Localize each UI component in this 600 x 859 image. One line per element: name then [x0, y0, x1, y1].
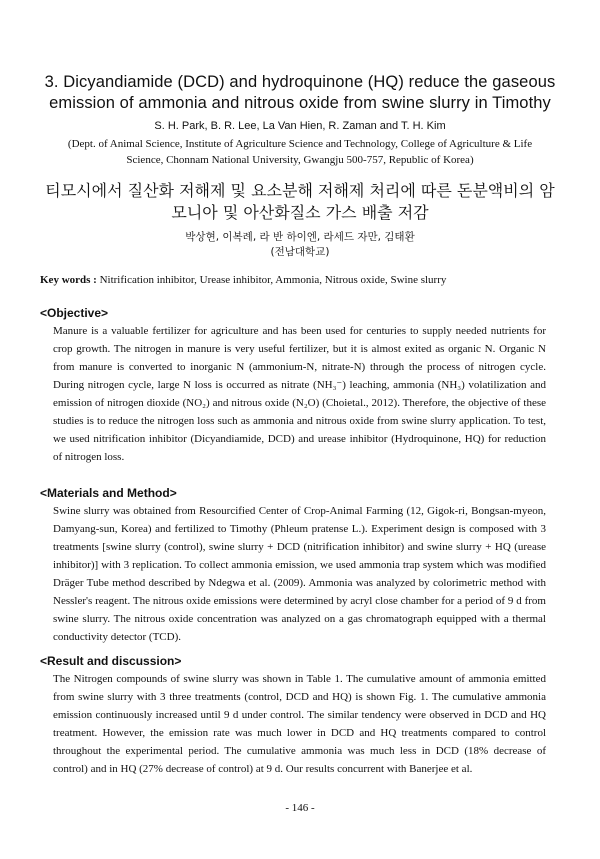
affiliation-korean: (전남대학교) [270, 246, 330, 258]
page-number: - 146 - [285, 802, 315, 814]
paper-title-korean: 티모시에서 질산화 저해제 및 요소분해 저해제 처리에 따른 돈분액비의 암모니아 및 아산화질소 가스 배출 저감 [45, 181, 555, 222]
methods-body: Swine slurry was obtained from Resourcified Center of Crop-Animal Farming (12, Gigok-ri, Bongsan-myeon, Damyang-sun, Korea) and fertilized to Timothy (Phleum pratense L.). Experiment design is composed with 3 treatments [swine slurry (control), swine slurry + DCD (nitrification inhibitor) and swine slurry + HQ (urease inhibitor)] with 3 replication. To collect ammonia emission, we used ammonia trap system which was modified Dräger Tube method described by Ndegwa et al. (2009). Ammonia was analyzed by colorimetric method with Nessler's reagent. The nitrous oxide emissions were determined by acryl close chamber for a period of 9 d from swine slurry. The nitrous oxide concentration was analyzed on a gas chromatograph equipped with a thermal conductivity detector (TCD). [53, 505, 546, 643]
results-heading: <Result and discussion> [40, 654, 182, 668]
keywords-label: Key words : [40, 274, 97, 286]
paper-title-english: 3. Dicyandiamide (DCD) and hydroquinone (HQ) reduce the gaseous emission of ammonia and nitrous oxide from swine slurry in Timothy [44, 73, 556, 112]
methods-heading: <Materials and Method> [40, 486, 177, 500]
authors-english: S. H. Park, B. R. Lee, La Van Hien, R. Zaman and T. H. Kim [154, 120, 446, 132]
objective-heading: <Objective> [40, 306, 109, 320]
keywords-line [40, 274, 560, 286]
authors-korean: 박상현, 이복례, 라 반 하이엔, 라세드 자만, 김태환 [185, 231, 415, 243]
results-body: The Nitrogen compounds of swine slurry was shown in Table 1. The cumulative amount of ammonia emitted from swine slurry with 3 three treatments (control, DCD and HQ) is shown Fig. 1. The cumulative ammonia emission continuously increased until 9 d under control. The similar tendency were observed in DCD and HQ treatment. However, the emission rate was much lower in DCD and HQ treatments compared to control throughout the experimental period. The cumulative ammonia was much less in DCD (18% decrease of control) and in HQ (27% decrease of control) at 9 d. Our results concurrent with Banerjee et al. [53, 673, 546, 775]
objective-body: Manure is a valuable fertilizer for agriculture and has been used for centuries to supply needed nutrients for crop growth. The nitrogen in manure is very useful fertilizer, but it is almost exited as organic N. Organic N from manure is converted to inorganic N (ammonium-N, nitrate-N) through the process of nitrogen cycle. During nitrogen cycle, large N loss is occurred as nitrate (NH₃⁻) leaching, ammonia (NH₃) volatilization and emission of nitrogen dioxide (NO₂) and nitrous oxide (N₂O) (Choietal., 2012). Therefore, the objective of these studies is to reduce the nitrogen loss such as ammonia and nitrous oxide from swine slurry application. To test, we used nitrification inhibitor (Dicyandiamide, DCD) and urease inhibitor (Hydroquinone, HQ) for reduction of nitrogen loss. [53, 325, 546, 463]
authors-korean-block [40, 230, 560, 260]
affiliation-english: (Dept. of Animal Science, Institute of Agriculture Science and Technology, College of Agriculture & Life Science, Chonnam National University, Gwangju 500-757, Republic of Korea) [67, 138, 533, 166]
keywords-text: Nitrification inhibitor, Urease inhibitor, Ammonia, Nitrous oxide, Swine slurry [99, 274, 447, 286]
